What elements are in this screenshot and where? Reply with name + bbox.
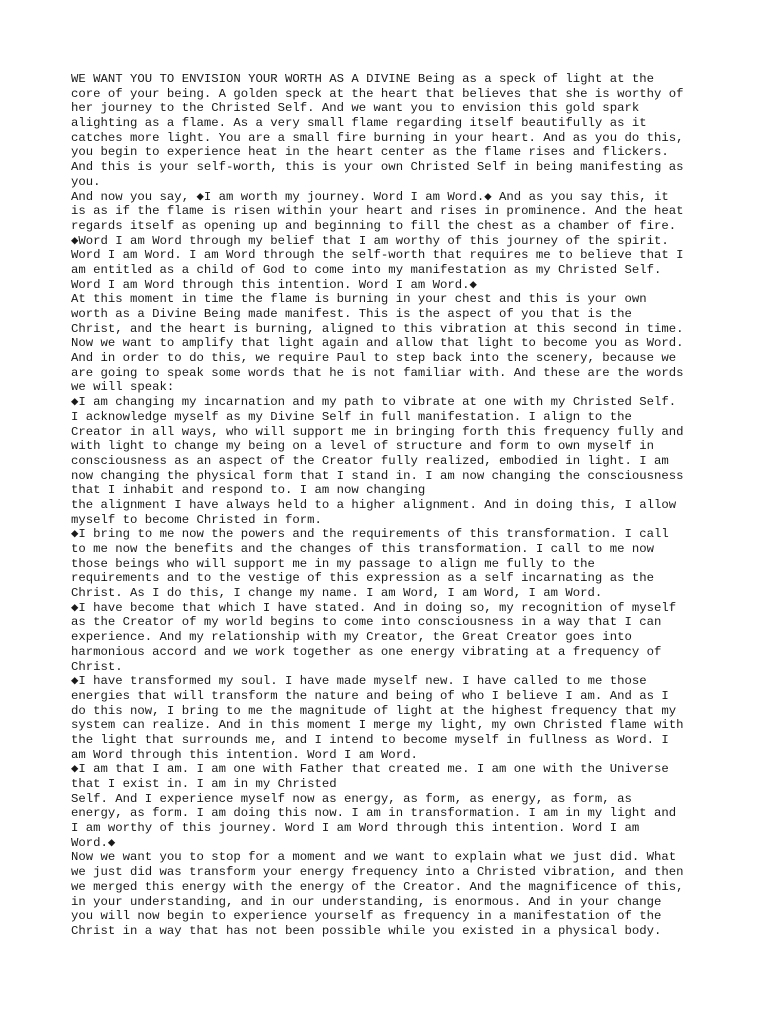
text-line: Word I am Word. I am Word through the self-worth that requires me to believe that I xyxy=(71,248,684,263)
text-line: to me now the benefits and the changes of this transformation. I call to me now xyxy=(71,542,654,556)
text-line: At this moment in time the flame is burning in your chest and this is your own xyxy=(71,292,647,307)
text-line: And this is your self-worth, this is your own Christed Self in being manifesting as xyxy=(71,160,684,175)
text-line: those beings who will support me in my passage to align me fully to the xyxy=(71,556,595,571)
text-line: ◆Word I am Word through my belief that I am worthy of this journey of the spirit. xyxy=(71,233,669,248)
text-line: I acknowledge myself as my Divine Self in full manifestation. I align to the xyxy=(71,409,632,424)
text-line: requirements and to the vestige of this expression as a self incarnating as the xyxy=(71,571,654,586)
text-line: with light to change my being on a level of structure and form to own myself in xyxy=(71,439,654,454)
text-line: we just did was transform your energy frequency into a Christed vibration, and then xyxy=(71,865,684,880)
text-line: the light that surrounds me, and I intend to become myself in fullness as Word. I xyxy=(71,732,669,747)
text-line: Word.◆ xyxy=(71,835,116,850)
text-line: am entitled as a child of God to come into my manifestation as my Christed Self. xyxy=(71,262,662,277)
text-line: do this now, I bring to me the magnitude of light at the highest frequency that my xyxy=(71,703,677,718)
text-line: core of your being. A golden speck at the heart that believes that she is worthy of xyxy=(71,86,684,101)
text-line: the alignment I have always held to a higher alignment. And in doing this, I allow xyxy=(71,497,677,512)
text-line: her journey to the Christed Self. And we want you to envision this gold spark xyxy=(71,101,640,116)
text-line: ◆I bring to me now the powers and the requirements of this transformation. I call xyxy=(71,527,669,542)
text-line: ◆I have transformed my soul. I have made myself new. I have called to me those xyxy=(71,674,647,689)
text-line: in your understanding, and in our understanding, is enormous. And in your change xyxy=(71,894,662,909)
text-line: And in order to do this, we require Paul to step back into the scenery, because we xyxy=(71,351,677,366)
text-line: you will now begin to experience yourself as frequency in a manifestation of the xyxy=(71,909,662,924)
text-line: Self. And I experience myself now as energy, as form, as energy, as form, as xyxy=(71,791,632,806)
text-line: now changing the physical form that I stand in. I am now changing the consciousness xyxy=(71,468,684,483)
text-line: experience. And my relationship with my Creator, the Great Creator goes into xyxy=(71,630,632,645)
text-line: energy, as form. I am doing this now. I am in transformation. I am in my light and xyxy=(71,806,677,821)
text-line: Christ in a way that has not been possible while you existed in a physical body. xyxy=(71,923,662,938)
text-line: Creator in all ways, who will support me in bringing forth this frequency fully and xyxy=(71,424,684,439)
text-line: alighting as a flame. As a very small flame regarding itself beautifully as it xyxy=(71,116,647,131)
text-line: we will speak: xyxy=(71,380,175,395)
text-line: catches more light. You are a small fire burning in your heart. And as you do this, xyxy=(71,130,684,145)
text-line: Christ. As I do this, I change my name. I am Word, I am Word, I am Word. xyxy=(71,586,603,601)
text-line: worth as a Divine Being made manifest. This is the aspect of you that is the xyxy=(71,307,632,321)
text-line: Now we want you to stop for a moment and we want to explain what we just did. What xyxy=(71,850,677,865)
text-line: WE WANT YOU TO ENVISION YOUR WORTH AS A DIVINE Being as a speck of light at the xyxy=(71,72,654,86)
text-line: that I exist in. I am in my Christed xyxy=(71,777,337,791)
text-line: consciousness as an aspect of the Creator fully realized, embodied in light. I am xyxy=(71,453,669,468)
text-line: we merged this energy with the energy of the Creator. And the magnificence of this, xyxy=(71,879,684,894)
text-line: as the Creator of my world begins to come into consciousness in a way that I can xyxy=(71,615,662,630)
text-line: Word I am Word through this intention. Word I am Word.◆ xyxy=(71,277,477,292)
text-line: And now you say, ◆I am worth my journey. Word I am Word.◆ And as you say this, it xyxy=(71,189,669,204)
text-line: am Word through this intention. Word I am Word. xyxy=(71,747,418,762)
text-line: you. xyxy=(71,174,101,189)
document-body xyxy=(71,72,711,939)
text-line: energies that will transform the nature and being of who I believe I am. And as I xyxy=(71,688,669,703)
text-line: that I inhabit and respond to. I am now changing xyxy=(71,483,426,498)
text-line: myself to become Christed in form. xyxy=(71,512,322,527)
text-line: harmonious accord and we work together as one energy vibrating at a frequency of xyxy=(71,644,662,659)
text-line: ◆I am that I am. I am one with Father that created me. I am one with the Universe xyxy=(71,762,669,777)
text-line: system can realize. And in this moment I merge my light, my own Christed flame with xyxy=(71,718,684,733)
text-line: I am worthy of this journey. Word I am Word through this intention. Word I am xyxy=(71,821,640,836)
text-line: you begin to experience heat in the heart center as the flame rises and flickers. xyxy=(71,145,669,160)
text-line: ◆I am changing my incarnation and my path to vibrate at one with my Christed Self. xyxy=(71,395,677,410)
text-line: Now we want to amplify that light again and allow that light to become you as Word. xyxy=(71,336,684,351)
text-line: ◆I have become that which I have stated. And in doing so, my recognition of myself xyxy=(71,600,677,615)
text-line: Christ. xyxy=(71,659,123,674)
text-line: is as if the flame is risen within your heart and rises in prominence. And the heat xyxy=(71,204,684,219)
text-line: are going to speak some words that he is not familiar with. And these are the words xyxy=(71,365,684,380)
text-line: regards itself as opening up and beginning to fill the chest as a chamber of fire. xyxy=(71,218,677,233)
text-line: Christ, and the heart is burning, aligned to this vibration at this second in time. xyxy=(71,321,684,336)
